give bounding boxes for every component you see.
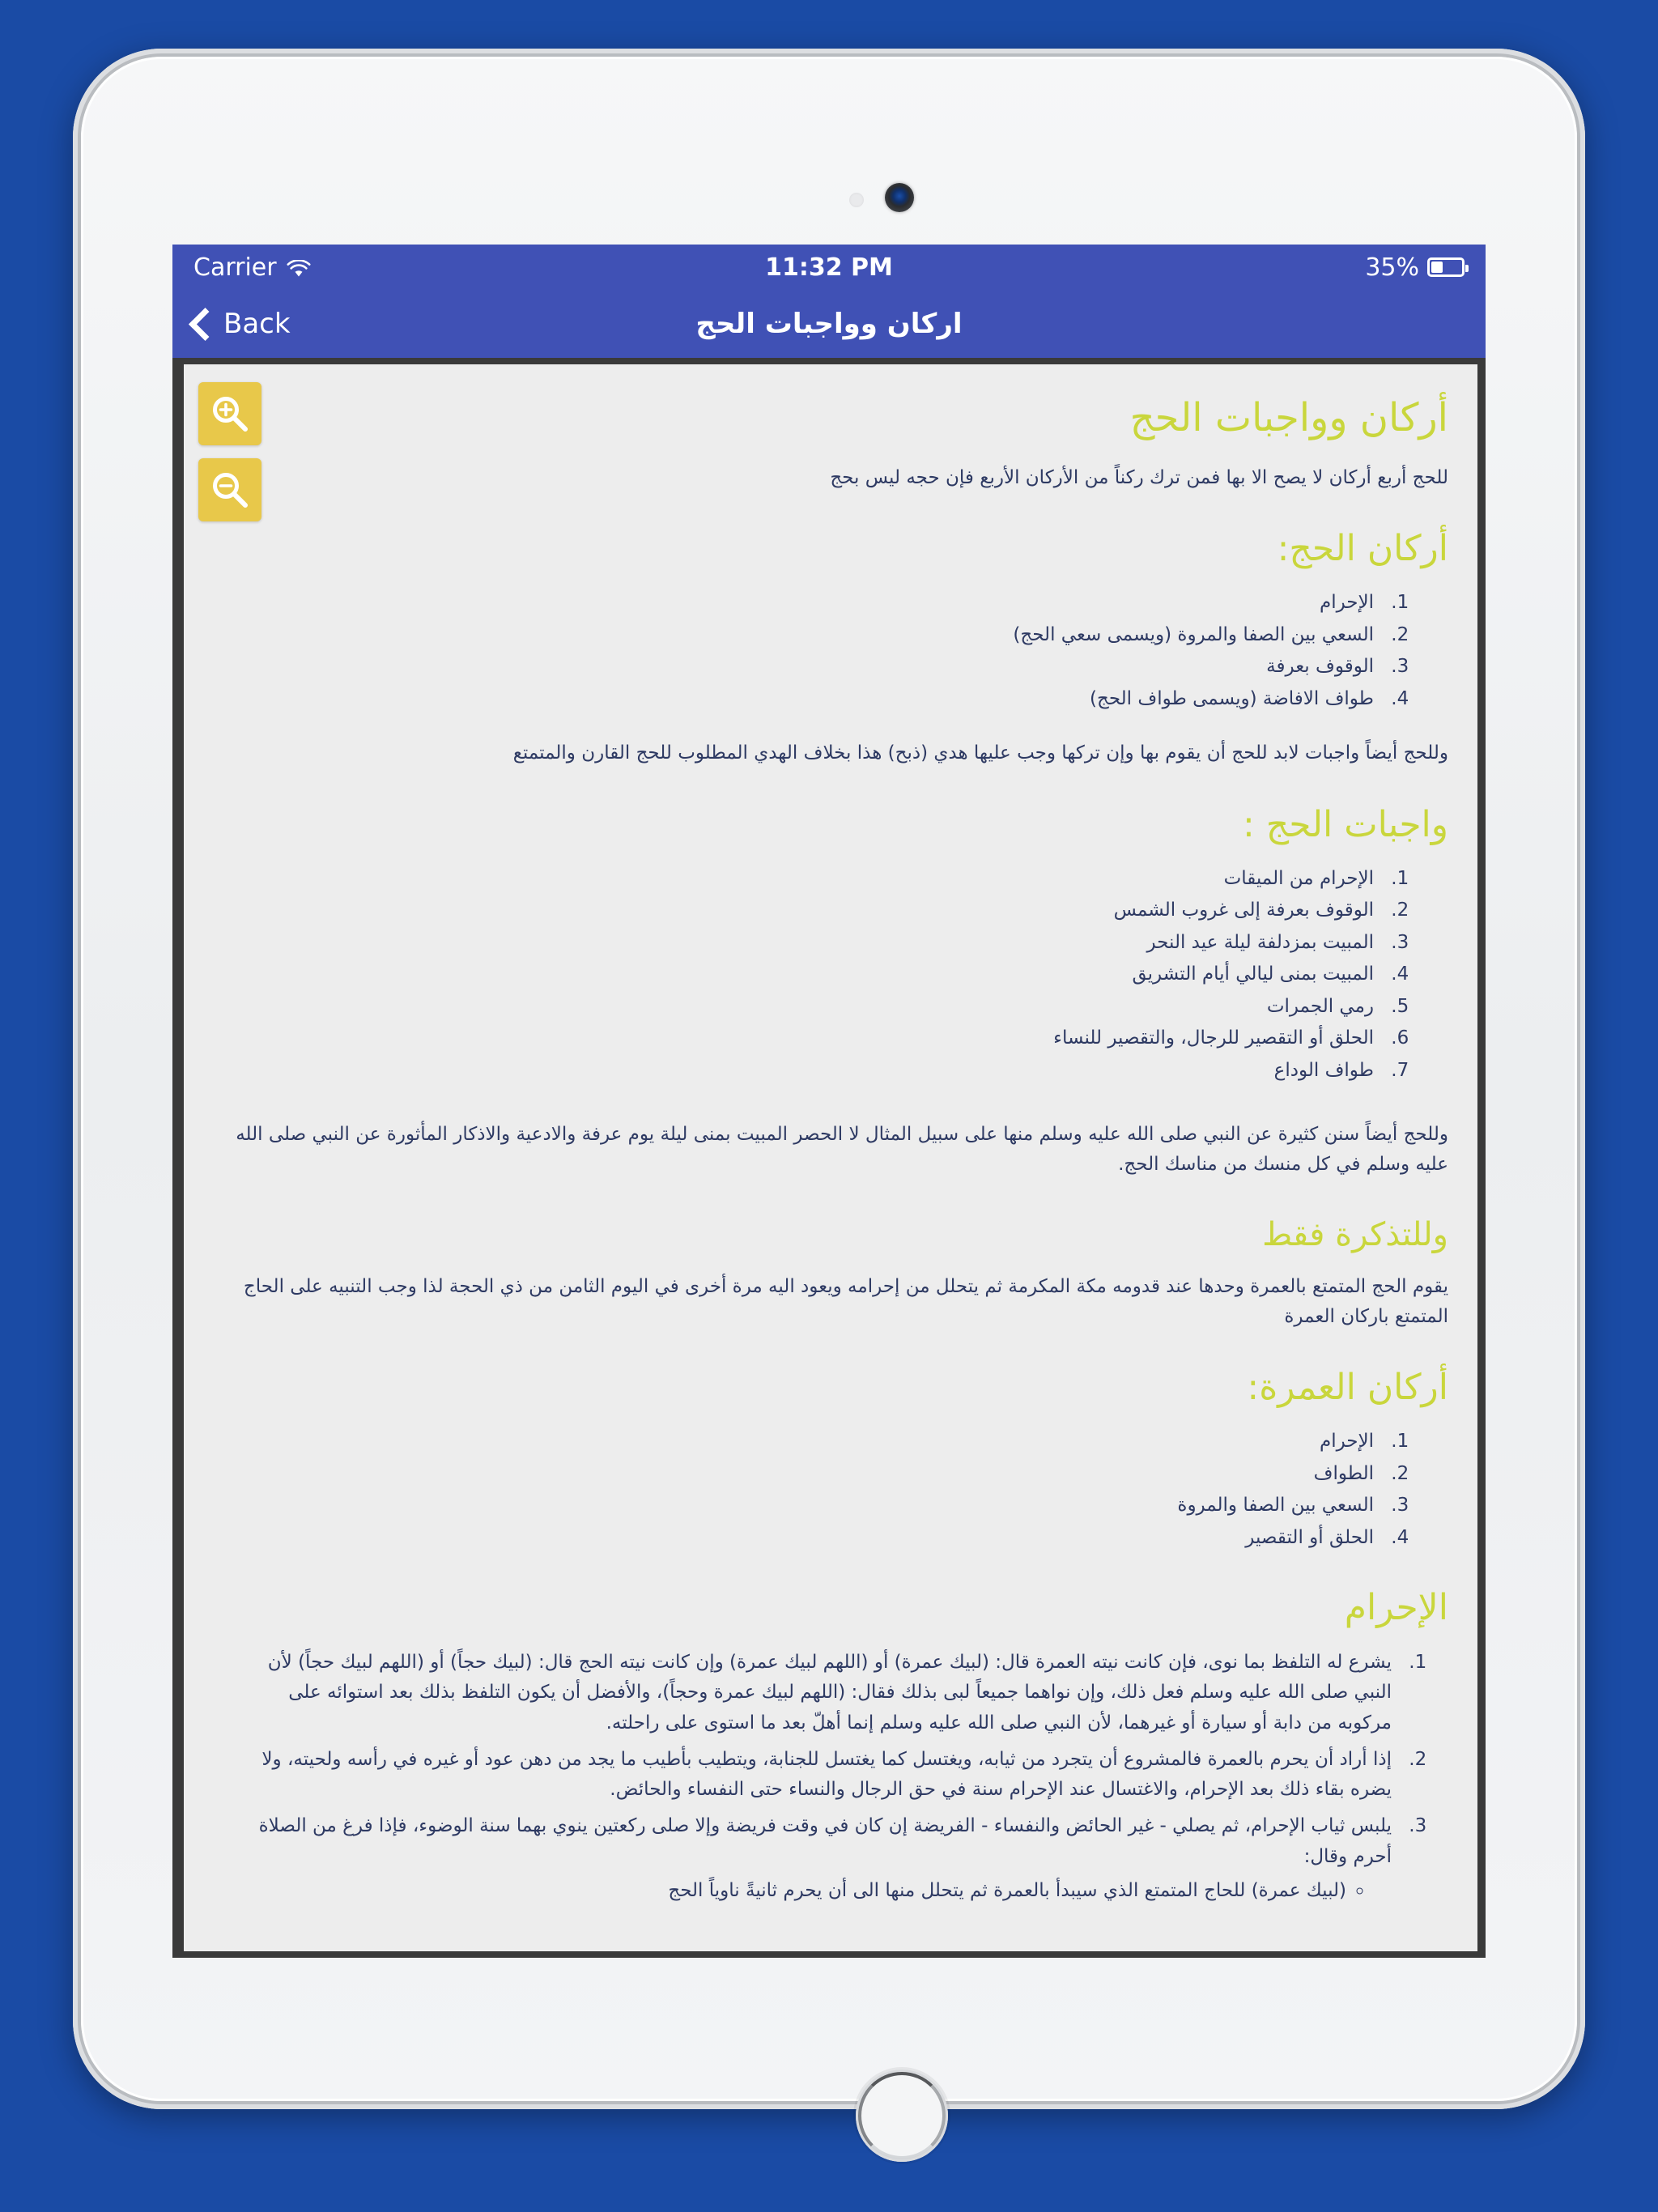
list-item: 7. طواف الوداع <box>213 1057 1385 1085</box>
list-item: 2. الطواف <box>213 1460 1385 1488</box>
intro-paragraph: للحج أربع أركان لا يصح الا بها فمن ترك ركناً من الأركان الأربع فإن حجه ليس بحج <box>830 466 1448 488</box>
list-item: 2. الوقوف بعرفة إلى غروب الشمس <box>213 896 1385 925</box>
content-title: أركان وواجبات الحج <box>1129 395 1448 440</box>
status-bar-time: 11:32 PM <box>765 253 893 282</box>
page-title: اركان وواجبات الحج <box>695 308 963 340</box>
ambient-light-sensor <box>849 193 864 207</box>
webview <box>184 364 1477 1951</box>
umrah-pillars-list <box>213 1427 1448 1551</box>
carrier-label: Carrier <box>193 253 277 282</box>
back-button[interactable] <box>193 308 291 340</box>
battery-percent-label: 35% <box>1365 253 1419 282</box>
zoom-controls <box>198 382 261 521</box>
list-item <box>245 1811 1403 1904</box>
list-item: ◦ (لبيك عمرة) للحاج المتمتع الذي سيبدأ بالعمرة ثم يتحلل منها الى أن يحرم ثانيةً ناوياً الحج <box>245 1877 1346 1905</box>
document-content <box>184 364 1477 1951</box>
reminder-heading: وللتذكرة فقط <box>1262 1215 1448 1253</box>
ihram-heading: الإحرام <box>1344 1587 1448 1629</box>
zoom-out-button[interactable] <box>198 458 261 521</box>
list-item: 1. الإحرام من الميقات <box>213 865 1385 893</box>
reminder-paragraph: يقوم الحج المتمتع بالعمرة وحدها عند قدومه مكة المكرمة ثم يتحلل من إحرامه ويعود اليه مرة أخرى في اليوم الثامن من ذي الحجة لذا وجب التنبيه على الحاج المتمتع باركان العمرة <box>243 1275 1448 1327</box>
battery-icon <box>1427 257 1465 277</box>
status-bar <box>172 245 1486 290</box>
ihram-item-3-text: يلبس ثياب الإحرام، ثم يصلي - غير الحائض والنفساء - الفريضة إن كان في وقت فريضة وإلا صلى ركعتين ينوي بهما سنة الوضوء، فإذا فرغ من الصلاة أحرم وقال: <box>258 1815 1392 1867</box>
back-button-label: Back <box>223 308 291 340</box>
list-item: 2. إذا أراد أن يحرم بالعمرة فالمشروع أن يتجرد من ثيابه، ويغتسل كما يغتسل للجنابة، ويتطيب بأطيب ما يجد من دهن عود أو غيره في رأسه ولحيته، ولا يضره بقاء ذلك بعد الإحرام، والاغتسال عند الإحرام سنة في حق الرجال والنساء حتى النفساء والحائض. <box>245 1745 1403 1806</box>
webview-border <box>172 358 1486 1958</box>
front-camera-icon <box>885 183 914 212</box>
zoom-in-icon <box>209 393 251 435</box>
home-button[interactable] <box>856 2069 948 2162</box>
status-bar-right <box>1365 253 1465 282</box>
chevron-left-icon <box>189 307 222 340</box>
wifi-icon <box>287 257 311 277</box>
duties-list <box>213 865 1448 1085</box>
ihram-sublist <box>245 1877 1392 1905</box>
umrah-heading: أركان العمرة: <box>1247 1367 1448 1409</box>
list-item: 3. المبيت بمزدلفة ليلة عيد النحر <box>213 929 1385 957</box>
pillars-list <box>213 589 1448 713</box>
list-item: 4. الحلق أو التقصير <box>213 1524 1385 1552</box>
navigation-bar <box>172 290 1486 358</box>
list-item: 4. المبيت بمنى ليالي أيام التشريق <box>213 960 1385 989</box>
list-item: 1. يشرع له التلفظ بما نوى، فإن كانت نيته العمرة قال: (لبيك عمرة) أو (اللهم لبيك عمرة) وإن كانت نيته الحج قال: (لبيك حجاً) أو (اللهم لبيك حجاً) لأن النبي صلى الله عليه وسلم فعل ذلك، وإن نواهما جميعاً لبى بذلك فقال: (اللهم لبيك عمرة وحجاً)، والأفضل أن يكون التلفظ بذلك بعد استوائه على مركوبه من دابة أو سيارة أو غيرهما، لأن النبي صلى الله عليه وسلم إنما أهلّ بعد ما استوى على راحلته. <box>245 1648 1403 1738</box>
list-item: 1. الإحرام <box>213 1427 1385 1456</box>
list-item: 2. السعي بين الصفا والمروة (ويسمى سعي الحج) <box>213 621 1385 649</box>
app-screen <box>172 245 1486 1958</box>
zoom-in-button[interactable] <box>198 382 261 445</box>
status-bar-left <box>193 253 311 282</box>
list-item: 4. طواف الافاضة (ويسمى طواف الحج) <box>213 685 1385 713</box>
zoom-out-icon <box>209 469 251 511</box>
list-item: 5. رمي الجمرات <box>213 993 1385 1021</box>
spacer <box>213 1092 1448 1120</box>
ihram-list <box>213 1648 1448 1904</box>
list-item: 3. الوقوف بعرفة <box>213 653 1385 681</box>
sunan-paragraph: وللحج أيضاً سنن كثيرة عن النبي صلى الله عليه وسلم منها على سبيل المثال لا الحصر المبيت بمنى ليلة يوم عرفة والادعية والاذكار المأثورة عن النبي صلى الله عليه وسلم في كل منسك من مناسك الحج. <box>236 1124 1448 1176</box>
list-item: 6. الحلق أو التقصير للرجال، والتقصير للنساء <box>213 1024 1385 1053</box>
spacer <box>213 721 1448 738</box>
duties-heading: واجبات الحج : <box>1242 803 1448 845</box>
duties-intro-paragraph: وللحج أيضاً واجبات لابد للحج أن يقوم بها وإن تركها وجب عليها هدي (ذبح) هذا بخلاف الهدي المطلوب للحج القارن والمتمتع <box>512 742 1448 764</box>
pillars-heading: أركان الحج: <box>1277 528 1448 570</box>
list-item: 3. السعي بين الصفا والمروة <box>213 1491 1385 1520</box>
list-item: 1. الإحرام <box>213 589 1385 617</box>
